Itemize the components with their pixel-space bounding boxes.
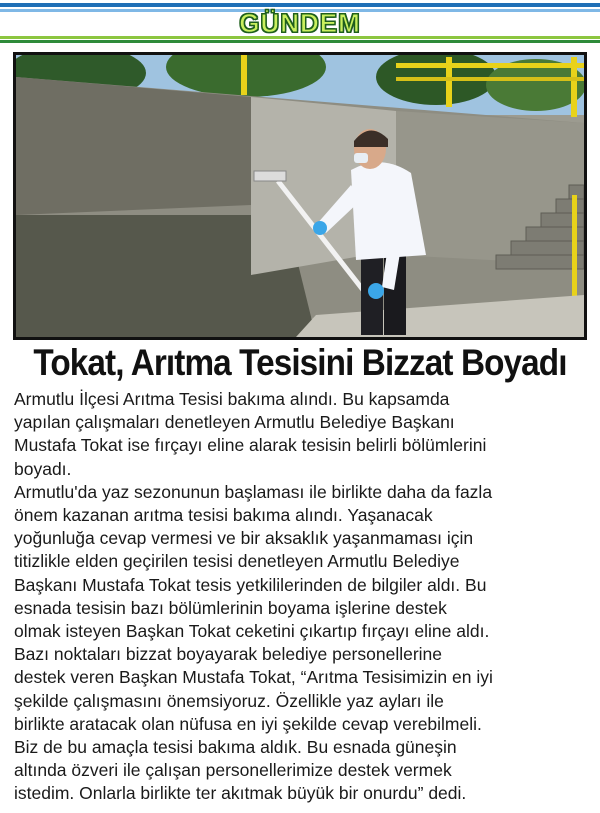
article-line: Mustafa Tokat ise fırçayı eline alarak tesisin belirli bölümlerini — [14, 435, 487, 456]
article-line: altında özveri ile çalışan personellerimize destek vermek — [14, 760, 452, 781]
article-line: Bazı noktaları bizzat boyayarak belediye personellerine — [14, 644, 443, 665]
article-line: Armutlu'da yaz sezonunun başlaması ile birlikte daha da fazla — [14, 481, 493, 502]
article-line: önem kazanan arıtma tesisi bakıma alındı. Yaşanacak — [14, 505, 433, 526]
section-banner — [0, 0, 600, 46]
article-line: birlikte aratacak olan nüfusa en iyi şekilde cevap verebilmeli. — [14, 713, 482, 734]
article-photo — [13, 52, 587, 340]
article-line: titizlikle elden geçirilen tesisi denetleyen Armutlu Belediye — [14, 551, 460, 572]
photo-illustration — [16, 55, 584, 337]
photo-wall-stain — [16, 77, 251, 215]
article-line: olmak isteyen Başkan Tokat ceketini çıkartıp fırçayı eline aldı. — [14, 621, 490, 642]
article-line: şekilde çalışmasını önemsiyoruz. Özellikle yaz ayları ile — [14, 690, 444, 711]
article-line: istedim. Onlarla birlikte ter akıtmak büyük bir onurdu” dedi. — [14, 783, 467, 804]
article-headline: Tokat, Arıtma Tesisini Bizzat Boyadı — [33, 342, 567, 383]
section-title: GÜNDEM — [239, 8, 361, 38]
article-line: Başkanı Mustafa Tokat tesis yetkililerinden de bilgiler aldı. Bu — [14, 574, 487, 595]
banner-stripe-blue — [0, 3, 600, 7]
article-line: esnada tesisin bazı bölümlerinin boyama işlerine destek — [14, 597, 447, 618]
photo-stair-rail — [572, 195, 577, 305]
article-body — [14, 388, 590, 806]
banner-stripe-green — [0, 40, 600, 43]
photo-roller-head — [254, 171, 286, 181]
article-line: Biz de bu amaçla tesisi bakıma aldık. Bu esnada güneşin — [14, 737, 457, 758]
article-line: destek veren Başkan Mustafa Tokat, “Arıtma Tesisimizin en iyi — [14, 667, 493, 688]
article-line: yapılan çalışmaları denetleyen Armutlu Belediye Başkanı — [14, 412, 455, 433]
article-line: boyadı. — [14, 458, 72, 479]
article-line: yoğunluğa cevap vermesi ve bir aksaklık yaşanmaması için — [14, 528, 474, 549]
article-line: Armutlu İlçesi Arıtma Tesisi bakıma alındı. Bu kapsamda — [14, 389, 450, 409]
